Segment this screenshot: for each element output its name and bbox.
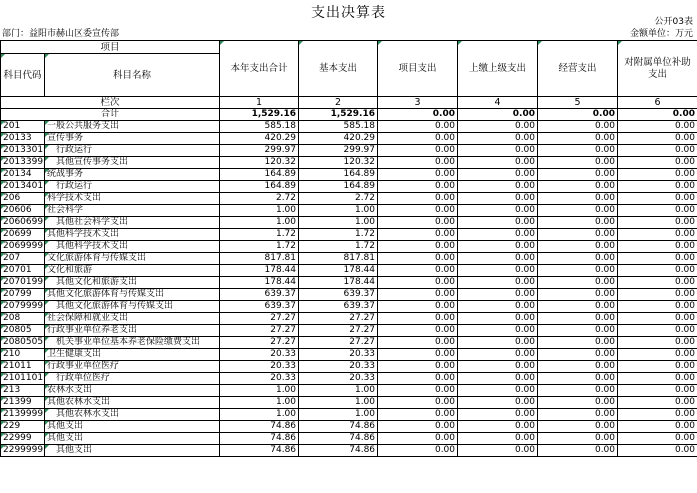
amount-cell: 164.89 (220, 169, 299, 181)
amount-cell: 0.00 (618, 121, 697, 133)
subject-code: 213 (1, 385, 45, 397)
subject-name: 其他宣传事务支出 (45, 157, 220, 169)
item-group-header: 项目 (1, 41, 220, 54)
amount-cell: 0.00 (378, 121, 458, 133)
subsidiary-column-header: 对附属单位补助支出 (618, 41, 697, 97)
amount-cell: 0.00 (538, 385, 618, 397)
total-value: 0.00 (538, 109, 618, 121)
amount-cell: 0.00 (378, 289, 458, 301)
total-value: 1,529.16 (299, 109, 378, 121)
table-row (1, 265, 697, 277)
amount-cell: 0.00 (378, 169, 458, 181)
amount-cell: 0.00 (378, 157, 458, 169)
amount-cell: 639.37 (299, 301, 378, 313)
amount-cell: 20.33 (220, 361, 299, 373)
subject-code: 2080505 (1, 337, 45, 349)
amount-cell: 0.00 (538, 217, 618, 229)
subject-name: 机关事业单位基本养老保险缴费支出 (45, 337, 220, 349)
amount-cell: 0.00 (378, 265, 458, 277)
amount-cell: 0.00 (378, 409, 458, 421)
amount-cell: 74.86 (220, 421, 299, 433)
amount-cell: 0.00 (458, 205, 538, 217)
amount-cell: 0.00 (378, 133, 458, 145)
amount-cell: 27.27 (299, 313, 378, 325)
subject-name: 其他社会科学支出 (45, 217, 220, 229)
amount-cell: 0.00 (458, 253, 538, 265)
code-column-header: 科目代码 (1, 54, 45, 97)
amount-cell: 0.00 (538, 397, 618, 409)
amount-cell: 1.72 (299, 241, 378, 253)
amount-cell: 0.00 (538, 445, 618, 457)
subject-name: 其他支出 (45, 421, 220, 433)
amount-cell: 0.00 (618, 181, 697, 193)
amount-cell: 1.72 (299, 229, 378, 241)
subject-name: 行政事业单位医疗 (45, 361, 220, 373)
amount-cell: 2.72 (220, 193, 299, 205)
amount-cell: 74.86 (220, 433, 299, 445)
amount-cell: 0.00 (538, 181, 618, 193)
subject-name: 社会科学 (45, 205, 220, 217)
subject-code: 208 (1, 313, 45, 325)
amount-cell: 74.86 (299, 421, 378, 433)
amount-cell: 0.00 (618, 265, 697, 277)
amount-cell: 1.00 (299, 409, 378, 421)
subject-code: 20799 (1, 289, 45, 301)
amount-cell: 0.00 (458, 337, 538, 349)
subject-name: 统战事务 (45, 169, 220, 181)
subject-code: 21011 (1, 361, 45, 373)
unit-label: 金额单位：万元 (629, 29, 693, 39)
amount-cell: 74.86 (299, 433, 378, 445)
col-index-number: 2 (299, 97, 378, 109)
col-index-number: 3 (378, 97, 458, 109)
upper-column-header: 上缴上级支出 (458, 41, 538, 97)
amount-cell: 0.00 (378, 385, 458, 397)
amount-cell: 0.00 (538, 361, 618, 373)
amount-cell: 0.00 (378, 277, 458, 289)
amount-cell: 0.00 (458, 217, 538, 229)
table-row (1, 133, 697, 145)
amount-cell: 0.00 (458, 397, 538, 409)
amount-cell: 0.00 (458, 121, 538, 133)
table-row (1, 193, 697, 205)
amount-cell: 0.00 (618, 337, 697, 349)
table-row (1, 289, 697, 301)
subject-name: 其他农林水支出 (45, 409, 220, 421)
subject-code: 20701 (1, 265, 45, 277)
subject-code: 229 (1, 421, 45, 433)
subject-name: 农林水支出 (45, 385, 220, 397)
amount-cell: 0.00 (458, 145, 538, 157)
subject-code: 206 (1, 193, 45, 205)
amount-cell: 0.00 (458, 193, 538, 205)
amount-cell: 74.86 (299, 445, 378, 457)
subject-code: 2299999 (1, 445, 45, 457)
amount-cell: 1.00 (220, 205, 299, 217)
amount-cell: 0.00 (538, 193, 618, 205)
amount-cell: 20.33 (299, 373, 378, 385)
amount-cell: 178.44 (299, 265, 378, 277)
amount-cell: 0.00 (538, 337, 618, 349)
subject-code: 201 (1, 121, 45, 133)
amount-cell: 0.00 (618, 349, 697, 361)
table-row (1, 385, 697, 397)
amount-cell: 0.00 (378, 181, 458, 193)
subject-name: 一般公共服务支出 (45, 121, 220, 133)
table-row (1, 361, 697, 373)
amount-cell: 0.00 (538, 433, 618, 445)
amount-cell: 0.00 (458, 433, 538, 445)
amount-cell: 0.00 (538, 265, 618, 277)
amount-cell: 0.00 (378, 325, 458, 337)
amount-cell: 20.33 (220, 373, 299, 385)
total-row (1, 109, 697, 121)
amount-cell: 0.00 (618, 169, 697, 181)
amount-cell: 0.00 (458, 169, 538, 181)
amount-cell: 0.00 (538, 133, 618, 145)
total-value: 1,529.16 (220, 109, 299, 121)
amount-cell: 0.00 (458, 325, 538, 337)
amount-cell: 0.00 (618, 433, 697, 445)
amount-cell: 0.00 (618, 397, 697, 409)
amount-cell: 0.00 (618, 277, 697, 289)
subject-name: 科学技术支出 (45, 193, 220, 205)
total-column-header: 本年支出合计 (220, 41, 299, 97)
amount-cell: 0.00 (618, 445, 697, 457)
amount-cell: 20.33 (299, 349, 378, 361)
table-row (1, 157, 697, 169)
amount-cell: 0.00 (618, 145, 697, 157)
subject-name: 宣传事务 (45, 133, 220, 145)
amount-cell: 27.27 (220, 313, 299, 325)
amount-cell: 0.00 (618, 421, 697, 433)
amount-cell: 0.00 (458, 361, 538, 373)
amount-cell: 0.00 (378, 253, 458, 265)
subject-name: 其他支出 (45, 433, 220, 445)
subject-code: 2139999 (1, 409, 45, 421)
amount-cell: 639.37 (220, 301, 299, 313)
amount-cell: 27.27 (220, 325, 299, 337)
table-row (1, 205, 697, 217)
amount-cell: 1.00 (299, 397, 378, 409)
amount-cell: 0.00 (538, 205, 618, 217)
amount-cell: 0.00 (618, 289, 697, 301)
subject-code: 2013399 (1, 157, 45, 169)
amount-cell: 74.86 (220, 445, 299, 457)
table-row (1, 409, 697, 421)
project-column-header: 项目支出 (378, 41, 458, 97)
subject-code: 22999 (1, 433, 45, 445)
subject-name: 文化旅游体育与传媒支出 (45, 253, 220, 265)
table-row (1, 121, 697, 133)
amount-cell: 164.89 (220, 181, 299, 193)
table-row (1, 253, 697, 265)
table-row (1, 313, 697, 325)
amount-cell: 0.00 (538, 325, 618, 337)
amount-cell: 120.32 (220, 157, 299, 169)
amount-cell: 0.00 (538, 169, 618, 181)
amount-cell: 1.00 (299, 205, 378, 217)
amount-cell: 27.27 (220, 337, 299, 349)
table-row (1, 169, 697, 181)
col-index-number: 5 (538, 97, 618, 109)
amount-cell: 420.29 (220, 133, 299, 145)
subject-name: 文化和旅游 (45, 265, 220, 277)
subject-name: 其他文化和旅游支出 (45, 277, 220, 289)
total-value: 0.00 (378, 109, 458, 121)
amount-cell: 0.00 (378, 421, 458, 433)
amount-cell: 178.44 (220, 277, 299, 289)
amount-cell: 0.00 (458, 229, 538, 241)
subject-code: 20133 (1, 133, 45, 145)
amount-cell: 1.72 (220, 229, 299, 241)
amount-cell: 0.00 (618, 373, 697, 385)
amount-cell: 0.00 (378, 397, 458, 409)
amount-cell: 1.00 (299, 217, 378, 229)
subject-code: 2013401 (1, 181, 45, 193)
amount-cell: 0.00 (618, 241, 697, 253)
amount-cell: 0.00 (378, 241, 458, 253)
amount-cell: 0.00 (538, 313, 618, 325)
amount-cell: 0.00 (618, 325, 697, 337)
amount-cell: 0.00 (618, 361, 697, 373)
table-row (1, 349, 697, 361)
amount-cell: 0.00 (378, 145, 458, 157)
amount-cell: 0.00 (538, 289, 618, 301)
subject-code: 2101101 (1, 373, 45, 385)
amount-cell: 0.00 (618, 301, 697, 313)
amount-cell: 0.00 (538, 157, 618, 169)
amount-cell: 120.32 (299, 157, 378, 169)
amount-cell: 0.00 (538, 421, 618, 433)
amount-cell: 0.00 (618, 217, 697, 229)
amount-cell: 0.00 (458, 421, 538, 433)
amount-cell: 420.29 (299, 133, 378, 145)
amount-cell: 0.00 (458, 349, 538, 361)
amount-cell: 0.00 (538, 277, 618, 289)
amount-cell: 0.00 (618, 385, 697, 397)
subject-code: 2069999 (1, 241, 45, 253)
amount-cell: 1.00 (299, 385, 378, 397)
subject-code: 2060699 (1, 217, 45, 229)
amount-cell: 2.72 (299, 193, 378, 205)
amount-cell: 20.33 (220, 349, 299, 361)
subject-name: 行政运行 (45, 145, 220, 157)
amount-cell: 0.00 (538, 301, 618, 313)
amount-cell: 0.00 (458, 373, 538, 385)
amount-cell: 0.00 (378, 337, 458, 349)
subject-code: 20805 (1, 325, 45, 337)
amount-cell: 0.00 (458, 277, 538, 289)
amount-cell: 0.00 (618, 229, 697, 241)
amount-cell: 1.72 (220, 241, 299, 253)
subject-name: 其他农林水支出 (45, 397, 220, 409)
amount-cell: 0.00 (618, 409, 697, 421)
table-row (1, 217, 697, 229)
amount-cell: 0.00 (378, 217, 458, 229)
table-row (1, 241, 697, 253)
subject-name: 其他科学技术支出 (45, 241, 220, 253)
table-row (1, 433, 697, 445)
subject-code: 210 (1, 349, 45, 361)
amount-cell: 299.97 (220, 145, 299, 157)
amount-cell: 27.27 (299, 325, 378, 337)
table-row (1, 337, 697, 349)
amount-cell: 0.00 (618, 205, 697, 217)
amount-cell: 0.00 (538, 253, 618, 265)
subject-name: 行政单位医疗 (45, 373, 220, 385)
amount-cell: 0.00 (458, 133, 538, 145)
subject-code: 20699 (1, 229, 45, 241)
amount-cell: 0.00 (378, 445, 458, 457)
amount-cell: 0.00 (458, 445, 538, 457)
department-label: 部门：益阳市赫山区委宣传部 (2, 29, 120, 39)
amount-cell: 0.00 (378, 349, 458, 361)
amount-cell: 299.97 (299, 145, 378, 157)
form-code: 公开03表 (654, 17, 693, 27)
table-row (1, 421, 697, 433)
subject-name: 卫生健康支出 (45, 349, 220, 361)
table-row (1, 145, 697, 157)
table-row (1, 445, 697, 457)
amount-cell: 0.00 (618, 133, 697, 145)
col-index-number: 6 (618, 97, 697, 109)
amount-cell: 817.81 (220, 253, 299, 265)
amount-cell: 0.00 (458, 301, 538, 313)
amount-cell: 164.89 (299, 181, 378, 193)
amount-cell: 0.00 (618, 313, 697, 325)
amount-cell: 178.44 (220, 265, 299, 277)
table-row (1, 397, 697, 409)
col-index-label: 栏次 (1, 97, 220, 109)
amount-cell: 0.00 (538, 349, 618, 361)
expenditure-table (0, 40, 697, 457)
amount-cell: 0.00 (378, 373, 458, 385)
subject-code: 20134 (1, 169, 45, 181)
total-label: 合计 (1, 109, 220, 121)
amount-cell: 0.00 (378, 433, 458, 445)
subject-code: 21399 (1, 397, 45, 409)
amount-cell: 0.00 (458, 409, 538, 421)
amount-cell: 1.00 (220, 397, 299, 409)
amount-cell: 178.44 (299, 277, 378, 289)
amount-cell: 27.27 (299, 337, 378, 349)
basic-column-header: 基本支出 (299, 41, 378, 97)
amount-cell: 1.00 (220, 409, 299, 421)
amount-cell: 0.00 (378, 193, 458, 205)
table-row (1, 277, 697, 289)
subject-name: 其他文化旅游体育与传媒支出 (45, 289, 220, 301)
subject-name: 社会保障和就业支出 (45, 313, 220, 325)
amount-cell: 0.00 (618, 193, 697, 205)
amount-cell: 0.00 (458, 241, 538, 253)
amount-cell: 585.18 (299, 121, 378, 133)
amount-cell: 0.00 (458, 313, 538, 325)
total-value: 0.00 (458, 109, 538, 121)
amount-cell: 0.00 (538, 373, 618, 385)
amount-cell: 817.81 (299, 253, 378, 265)
table-row (1, 373, 697, 385)
amount-cell: 1.00 (220, 217, 299, 229)
amount-cell: 0.00 (618, 157, 697, 169)
table-row (1, 181, 697, 193)
table-row (1, 229, 697, 241)
amount-cell: 0.00 (378, 301, 458, 313)
table-row (1, 301, 697, 313)
amount-cell: 0.00 (378, 205, 458, 217)
subject-code: 207 (1, 253, 45, 265)
col-index-number: 1 (220, 97, 299, 109)
subject-name: 其他支出 (45, 445, 220, 457)
amount-cell: 20.33 (299, 361, 378, 373)
amount-cell: 0.00 (378, 313, 458, 325)
subject-name: 其他科学技术支出 (45, 229, 220, 241)
subject-code: 2070199 (1, 277, 45, 289)
subject-code: 20606 (1, 205, 45, 217)
subject-name: 其他文化旅游体育与传媒支出 (45, 301, 220, 313)
amount-cell: 0.00 (378, 229, 458, 241)
amount-cell: 0.00 (618, 253, 697, 265)
subject-name: 行政运行 (45, 181, 220, 193)
col-index-number: 4 (458, 97, 538, 109)
total-value: 0.00 (618, 109, 697, 121)
amount-cell: 0.00 (538, 145, 618, 157)
amount-cell: 639.37 (220, 289, 299, 301)
subject-name: 行政事业单位养老支出 (45, 325, 220, 337)
amount-cell: 639.37 (299, 289, 378, 301)
amount-cell: 0.00 (458, 157, 538, 169)
subject-code: 2013301 (1, 145, 45, 157)
operating-column-header: 经营支出 (538, 41, 618, 97)
amount-cell: 0.00 (538, 409, 618, 421)
amount-cell: 0.00 (538, 241, 618, 253)
amount-cell: 0.00 (458, 385, 538, 397)
table-row (1, 325, 697, 337)
name-column-header: 科目名称 (45, 54, 220, 97)
amount-cell: 585.18 (220, 121, 299, 133)
amount-cell: 0.00 (378, 361, 458, 373)
amount-cell: 0.00 (458, 181, 538, 193)
amount-cell: 0.00 (538, 229, 618, 241)
page-title: 支出决算表 (311, 5, 386, 21)
amount-cell: 0.00 (458, 289, 538, 301)
amount-cell: 164.89 (299, 169, 378, 181)
amount-cell: 0.00 (458, 265, 538, 277)
amount-cell: 1.00 (220, 385, 299, 397)
subject-code: 2079999 (1, 301, 45, 313)
amount-cell: 0.00 (538, 121, 618, 133)
